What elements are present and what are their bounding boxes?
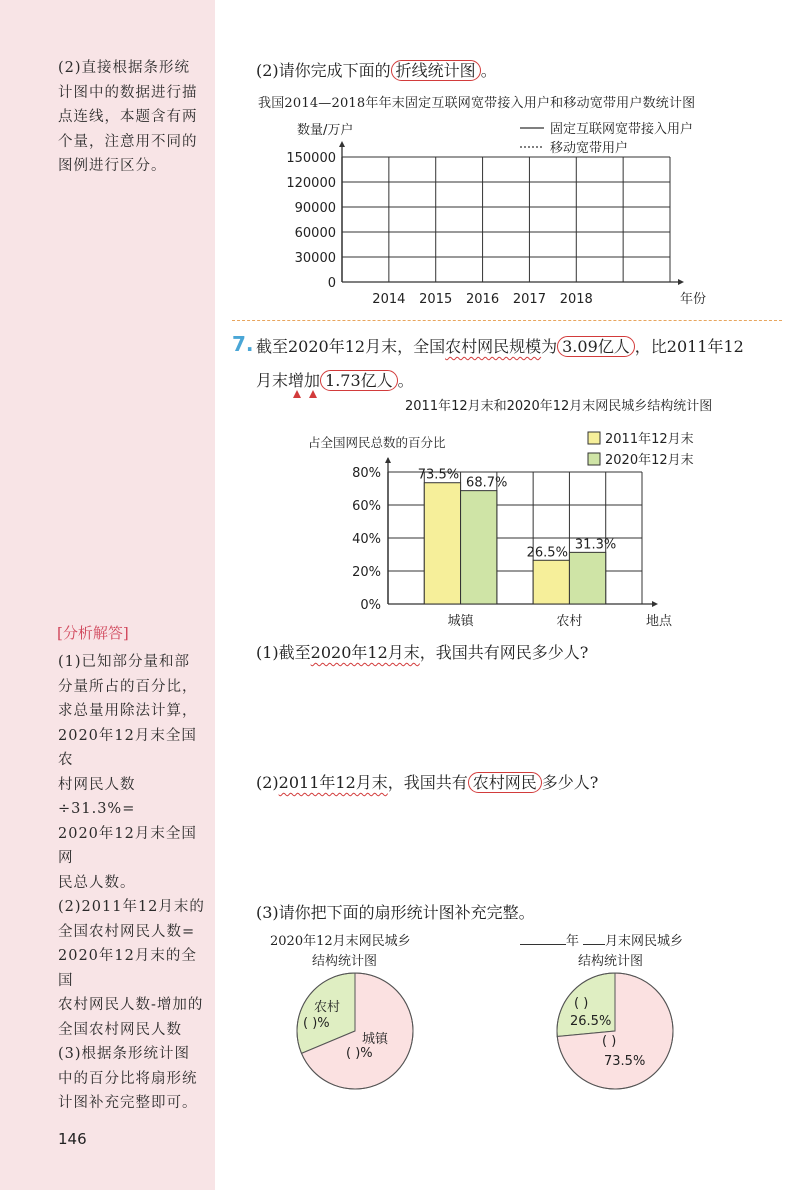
data-label: 68.7%: [466, 475, 508, 491]
y-axis-arrow-icon: [339, 141, 345, 147]
x-tick-label: 2016: [466, 292, 500, 307]
side-note-2-line: 计图补充完整即可。: [58, 1095, 198, 1111]
x-tick-label: 2015: [419, 292, 453, 307]
y-tick-label: 20%: [352, 565, 381, 580]
side-note-2-line: 农村网民人数-增加的: [58, 997, 204, 1013]
side-note-2-line: (3)根据条形统计图: [58, 1046, 191, 1062]
y-tick-label: 150000: [286, 151, 336, 166]
q7-line2: [256, 368, 414, 391]
right-pie-paren-2[interactable]: ( ): [602, 1034, 617, 1049]
left-pie-title-1: 2020年12月末网民城乡: [270, 934, 411, 949]
q7-text: 为: [541, 337, 558, 356]
right-pie-title-text: 月末网民城乡: [605, 934, 684, 949]
section-divider: [232, 320, 782, 321]
left-pie-title-2: 结构统计图: [312, 954, 378, 969]
x-axis-label: 年份: [680, 292, 707, 307]
q7-number: 7.: [232, 332, 254, 356]
bar-chart: [300, 399, 713, 630]
y-tick-label: 30000: [294, 251, 336, 266]
left-pie-urban-label: 城镇: [362, 1032, 389, 1047]
right-pie: [550, 966, 680, 1096]
side-note-2: [58, 650, 208, 1116]
side-note-2-line: 求总量用除法计算，: [58, 703, 198, 719]
right-pie-title-text: 年: [566, 934, 580, 949]
data-label: 26.5%: [526, 545, 568, 561]
bar: [424, 483, 460, 604]
right-pie-pct-1: 26.5%: [570, 1014, 612, 1029]
q7-sub2: [256, 770, 598, 793]
data-label: 73.5%: [417, 467, 460, 483]
q7-text: ，我国共有网民多少人?: [419, 643, 589, 662]
side-note-2-line: (1)已知部分量和部: [58, 654, 191, 670]
data-label: 31.3%: [574, 537, 617, 553]
legend-label: 2020年12月末: [605, 453, 694, 468]
side-note-2-line: 2020年12月末全国网: [58, 825, 197, 866]
q7-sub1: [256, 640, 588, 663]
side-note-1-line: 点连线，本题含有两: [58, 109, 198, 125]
side-note-2-line: (2)2011年12月末的: [58, 899, 205, 915]
side-note-1-line: 个量，注意用不同的: [58, 133, 198, 150]
line-chart-title: 我国2014—2018年年末固定互联网宽带接入用户和移动宽带用户数统计图: [258, 96, 696, 111]
q7-underlined-term: 农村网民规模: [445, 337, 542, 356]
x-tick-label: 城镇: [447, 614, 474, 629]
y-axis-label: 数量/万户: [297, 123, 354, 138]
q6-text: 。: [480, 61, 497, 80]
q7-sub3: (3)请你把下面的扇形统计图补充完整。: [256, 903, 535, 922]
x-tick-label: 2014: [372, 292, 406, 307]
left-pie-urban-pct[interactable]: ( )%: [346, 1046, 373, 1061]
bar-chart-title: 2011年12月末和2020年12月末网民城乡结构统计图: [405, 399, 713, 414]
q6-sub2: [256, 58, 497, 81]
y-tick-label: 0: [327, 276, 336, 291]
y-tick-label: 0%: [360, 598, 381, 613]
q6-circled-term: 折线统计图: [391, 60, 481, 81]
line-chart: [230, 112, 707, 312]
q7-text: 。: [397, 371, 414, 390]
x-axis-label: 地点: [646, 614, 673, 629]
y-axis-arrow-icon: [385, 457, 391, 463]
right-pie-pct-2: 73.5%: [604, 1054, 646, 1069]
q7-underlined-term: 2020年12月末: [310, 643, 420, 662]
x-tick-label: 农村: [556, 614, 583, 629]
bar: [569, 552, 605, 604]
left-pie-rural-label: 农村: [314, 1000, 341, 1015]
q7-text: (2): [256, 773, 279, 792]
left-pie-rural-pct[interactable]: ( )%: [303, 1016, 330, 1031]
y-tick-label: 80%: [352, 466, 381, 481]
side-note-1-line: (2)直接根据条形统: [58, 60, 191, 76]
side-note-2-line: 村网民人数÷31.3%=: [58, 776, 136, 817]
x-tick-label: 2018: [559, 292, 593, 307]
q7-underlined-term: 2011年12月末: [278, 773, 388, 792]
q7-text: ，我国共有: [387, 773, 468, 792]
month-blank[interactable]: [583, 944, 605, 945]
legend-label: 移动宽带用户: [550, 141, 629, 156]
legend-swatch: [588, 432, 600, 444]
q7-text: ，比2011年12: [634, 337, 744, 356]
x-tick-label: 2017: [512, 292, 546, 307]
year-blank[interactable]: [520, 944, 566, 945]
side-note-1: [58, 56, 208, 179]
analysis-tag: [分析解答]: [57, 624, 129, 642]
side-note-2-line: 2020年12月末的全国: [58, 948, 197, 989]
emphasis-marks: [290, 388, 330, 400]
q7-text: 月末: [256, 371, 289, 390]
side-note-1-line: 图例进行区分。: [58, 158, 167, 174]
right-pie-paren-1[interactable]: ( ): [574, 996, 589, 1011]
x-axis-arrow-icon: [678, 279, 684, 285]
side-note-2-line: 全国农村网民人数=: [58, 923, 196, 940]
q7-circled-value: 1.73亿人: [320, 370, 398, 391]
triangle-mark-icon: [309, 390, 317, 398]
y-axis-label: 占全国网民总数的百分比: [308, 435, 446, 450]
x-axis-arrow-icon: [652, 601, 658, 607]
triangle-mark-icon: [293, 390, 301, 398]
y-tick-label: 60%: [352, 499, 381, 514]
y-tick-label: 90000: [294, 201, 336, 216]
q7-text: 多少人?: [541, 773, 599, 792]
q6-text: (2)请你完成下面的: [256, 61, 391, 80]
bar: [533, 560, 569, 604]
q7-circled-value: 3.09亿人: [557, 336, 635, 357]
side-note-2-line: 中的百分比将扇形统: [58, 1070, 198, 1087]
right-pie-title-1: [520, 930, 683, 949]
q7-key-word: 增加: [288, 371, 321, 390]
side-note-2-line: 民总人数。: [58, 874, 136, 891]
y-tick-label: 60000: [294, 226, 336, 241]
legend-swatch: [588, 453, 600, 465]
right-pie-title-2: 结构统计图: [578, 954, 644, 969]
side-note-1-line: 计图中的数据进行描: [58, 84, 198, 101]
legend-label: 2011年12月末: [605, 432, 694, 447]
q7-text: 截至2020年12月末，全国: [256, 337, 446, 356]
side-note-2-line: 全国农村网民人数: [58, 1021, 182, 1038]
q7-line1: [256, 334, 744, 357]
bar: [461, 491, 497, 604]
q7-circled-term: 农村网民: [468, 772, 542, 793]
q7-text: (1)截至: [256, 643, 311, 662]
legend-label: 固定互联网宽带接入用户: [550, 122, 694, 137]
y-tick-label: 40%: [352, 532, 381, 547]
side-note-2-line: 分量所占的百分比，: [58, 678, 198, 695]
left-pie: [290, 966, 420, 1096]
page-number: 146: [58, 1130, 87, 1148]
y-tick-label: 120000: [286, 176, 336, 191]
side-note-2-line: 2020年12月末全国农: [58, 727, 197, 768]
